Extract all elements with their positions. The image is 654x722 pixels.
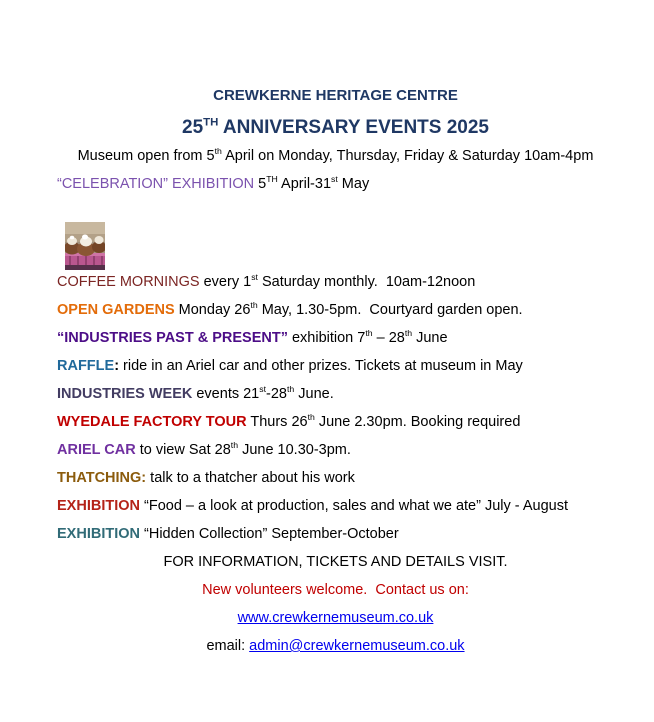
celebration-exhibition-line (57, 175, 614, 194)
text-segment: RAFFLE (57, 358, 115, 374)
text-segment: April-31 (277, 176, 332, 192)
industries-past-present-line (57, 329, 614, 348)
text-segment: COFFEE MORNINGS (57, 274, 200, 290)
email-line (57, 637, 614, 656)
text-segment: exhibition 7 (287, 330, 366, 346)
text-segment: June (412, 330, 448, 346)
text-segment: ANNIVERSARY EVENTS 2025 (218, 117, 489, 138)
text-segment: th (287, 384, 295, 395)
text-segment: “CELEBRATION” EXHIBITION (57, 176, 255, 192)
coffee-mornings-line (57, 203, 614, 292)
text-segment: th (365, 328, 373, 339)
text-segment: May, 1.30-5pm. Courtyard garden open. (257, 302, 523, 318)
text-segment: INDUSTRIES WEEK (57, 386, 193, 402)
text-segment: THATCHING: (57, 470, 147, 486)
text-segment: “INDUSTRIES PAST & PRESENT” (57, 330, 288, 346)
text-segment: EXHIBITION (57, 526, 140, 542)
text-segment: talk to a thatcher about his work (146, 470, 355, 486)
heading-centre-line (57, 87, 614, 105)
museum-open-line (57, 147, 614, 166)
text-segment: th (214, 146, 222, 157)
text-segment: EXHIBITION (57, 498, 140, 514)
text-segment: June. (294, 386, 334, 402)
text-segment: -28 (266, 386, 287, 402)
text-segment: th (307, 412, 315, 423)
exhibition-hidden-collection-line (57, 525, 614, 544)
text-segment: 25 (182, 117, 204, 138)
text-segment: th (404, 328, 413, 339)
text-segment: every 1 (199, 274, 252, 290)
text-segment: “Food – a look at production, sales and what we ate” July - August (139, 498, 568, 514)
wyedale-factory-tour-line (57, 413, 614, 432)
ariel-car-line (57, 441, 614, 460)
text-segment: Saturday monthly. 10am-12noon (257, 274, 476, 290)
text-segment: New volunteers welcome. Contact us on: (202, 582, 469, 598)
text-segment: ARIEL CAR (57, 442, 136, 458)
text-segment: “Hidden Collection” September-October (139, 526, 399, 542)
text-segment: 5 (254, 176, 267, 192)
text-segment: CREWKERNE HERITAGE CENTRE (213, 87, 458, 104)
text-segment: st (259, 384, 267, 395)
text-segment: Museum open from 5 (77, 148, 215, 164)
website-link[interactable]: www.crewkernemuseum.co.uk (237, 610, 434, 626)
text-segment: ride in an Ariel car and other prizes. Tickets at museum in May (119, 358, 523, 374)
text-segment: TH (203, 116, 219, 129)
open-gardens-line (57, 301, 614, 320)
text-segment: OPEN GARDENS (57, 302, 175, 318)
text-segment: June 10.30-3pm. (238, 442, 351, 458)
text-segment: to view Sat 28 (135, 442, 231, 458)
exhibition-food-line (57, 497, 614, 516)
text-segment: st (251, 272, 258, 283)
text-segment: FOR INFORMATION, TICKETS AND DETAILS VISIT. (163, 554, 508, 570)
coffee-cakes-image (65, 222, 105, 270)
thatching-line (57, 469, 614, 488)
text-segment: email: (206, 638, 250, 654)
text-segment: May (337, 176, 370, 192)
text-segment: – 28 (372, 330, 405, 346)
for-information-line (57, 553, 614, 572)
text-segment: Thurs 26 (246, 414, 308, 430)
text-segment: th (250, 300, 258, 311)
text-segment: TH (266, 174, 278, 185)
text-segment: Monday 26 (174, 302, 251, 318)
heading-anniversary-line (57, 116, 614, 140)
text-segment: WYEDALE FACTORY TOUR (57, 414, 247, 430)
text-segment: th (230, 440, 239, 451)
industries-week-line (57, 385, 614, 404)
text-segment: st (331, 174, 338, 185)
email-link[interactable]: admin@crewkernemuseum.co.uk (249, 638, 465, 654)
text-segment: : (114, 358, 120, 374)
raffle-line (57, 357, 614, 376)
text-segment: April on Monday, Thursday, Friday & Saturday 10am-4pm (221, 148, 594, 164)
volunteers-welcome-line (57, 581, 614, 600)
website-line (57, 609, 614, 628)
text-segment: June 2.30pm. Booking required (314, 414, 521, 430)
text-segment: events 21 (192, 386, 260, 402)
